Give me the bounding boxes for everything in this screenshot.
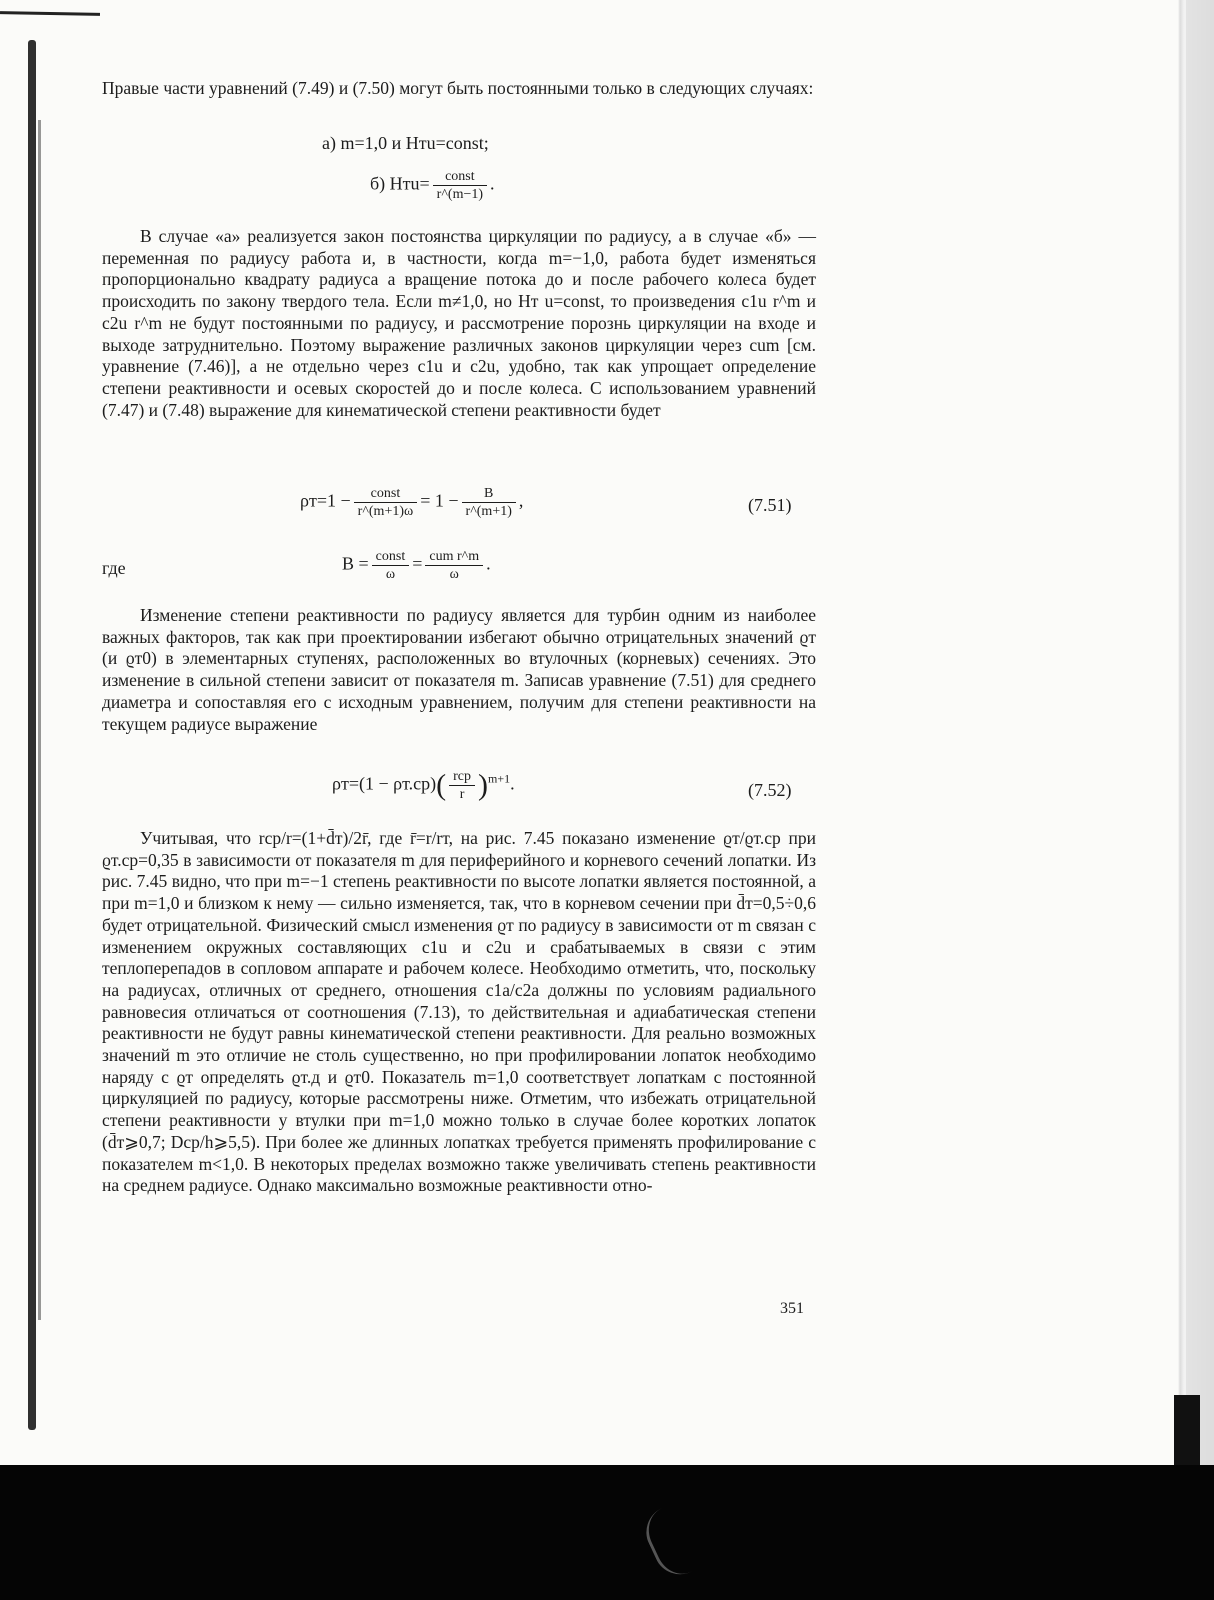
equation-7-51-middle: = 1 − <box>420 490 459 511</box>
paragraph-intro <box>102 78 816 100</box>
equation-case-a: а) m=1,0 и Hтu=const; <box>322 133 489 153</box>
equation-7-52-denominator: r <box>459 787 465 802</box>
equation-7-51-numerator-2: B <box>462 485 516 503</box>
equation-7-51-fraction-1 <box>354 485 418 520</box>
paragraph-reactivity <box>102 605 816 735</box>
paragraph-4-text: Учитывая, что rср/r=(1+d̄т)/2r̄, где r̄=r/rт, на рис. 7.45 показано изменение ϱт/ϱт.ср при ϱт.ср=0,35 в зависимости от показателя m для периферийного и корневого сечений лопатки. Из рис. 7.45 видно, что при m=−1 степень реактивности по высоте лопатки является постоянной, а при m=1,0 и близком к нему — сильно изменяется, так, что в корневом сечении при d̄т=0,5÷0,6 будет отрицательной. Физический смысл изменения ϱт по радиусу в зависимости от m связан с изменением окружных составляющих c1u и c2u и срабатываемых в связи с этим теплоперепадов в сопловом аппарате и рабочем колесе. Необходимо отметить, что, поскольку на радиусах, отличных от среднего, отношения c1a/c2a должны по условиям радиального равновесия отличаться от соотношения (7.13), то действительная и адиабатическая степени реактивности не будут равны кинематической степени реактивности. Для реально возможных значений m это отличие не столь существенно, но при профилировании лопаток необходимо наряду с ϱт определять ϱт.д и ϱт0. Показатель m=1,0 соответствует лопаткам с постоянной циркуляцией по радиусу, которые рассмотрены ниже. Отметим, что избежать отрицательной степени реактивности у втулки при m=1,0 можно только в случае более коротких лопаток (d̄т⩾0,7; Dср/h⩾5,5). При более же длинных лопатках требуется применять профилирование с показателем m<1,0. В некоторых пределах возможно также увеличивать степень реактивности на среднем радиусе. Однако максимально возможные реактивности отно- <box>102 828 816 1196</box>
equation-b-fraction-1 <box>372 548 410 583</box>
equation-b-numerator-2: cum r^m <box>425 548 483 566</box>
equation-7-52-exponent: m+1 <box>488 771 511 786</box>
paragraph-1-text: Правые части уравнений (7.49) и (7.50) могут быть постоянными только в следующих случаях: <box>102 78 814 98</box>
page-number: 351 <box>780 1300 804 1317</box>
paragraph-2-text: В случае «а» реализуется закон постоянства циркуляции по радиусу, а в случае «б» — переменная по радиусу работа и, в частности, когда m=−1,0, работа будет изменяться пропорционально квадрату радиуса а вращение потока до и после рабочего колеса будет происходить по закону твердого тела. Если m≠1,0, но Hт u=const, то произведения c1u r^m и c2u r^m не будут постоянными по радиусу, и рассмотрение порознь циркуляции на входе и выходе затруднительно. Поэтому выражение различных законов циркуляции через cum [см. уравнение (7.46)], а не отдельно через c1u и c2u, удобно, так как упрощает определение степени реактивности и осевых скоростей до и после колеса. С использованием уравнений (7.47) и (7.48) выражение для кинематической степени реактивности будет <box>102 226 816 420</box>
equation-b-numerator-1: const <box>372 548 410 566</box>
scan-artifact-right-shadow <box>1186 0 1214 1470</box>
equation-number-7-51: (7.51) <box>748 495 792 515</box>
equation-b-denominator-1: ω <box>385 567 396 582</box>
equation-7-52-open-paren: ( <box>436 768 447 802</box>
equation-b-denominator-2: ω <box>449 567 459 582</box>
equation-case-b-denominator: r^(m−1) <box>436 187 484 202</box>
equation-b-definition: B = $\frac{\text{const}}{\omega}$ = $\frac{\text{cum r\textasciicircum{}m}}{\omega}$ . <box>342 549 491 582</box>
scan-artifact-left-edge <box>28 40 36 1430</box>
paragraph-figure-discussion <box>102 828 816 1197</box>
equation-7-51-left: ρт=1 − <box>300 490 351 511</box>
equation-7-52-left: ρт=(1 − ρт.ср) <box>332 773 437 794</box>
scan-artifact-top <box>0 11 100 16</box>
equation-7-51-denominator-1: r^(m+1)ω <box>357 504 414 519</box>
equation-7-52: ρт=(1 − ρт.ср)( $\frac{\text{rср}}{r}$ )$^{m+1}$. <box>332 768 515 802</box>
equation-case-b-fraction <box>433 168 487 203</box>
where-label: где <box>102 558 126 578</box>
equation-b-left: B = <box>342 553 369 574</box>
equation-7-51-numerator-1: const <box>354 485 418 503</box>
equation-case-b-numerator: const <box>433 168 487 186</box>
equation-7-51-fraction-2 <box>462 485 516 520</box>
equation-7-51: ρт=1 − $\frac{\text{const}}{r\^{}(m+1)\omega}$ = 1 − $\frac{B}{r\^{}(m+1)}$ , <box>300 486 524 519</box>
equation-number-7-52: (7.52) <box>748 780 792 800</box>
paragraph-3-text: Изменение степени реактивности по радиусу является для турбин одним из наиболее важных факторов, так как при проектировании избегают обычно отрицательных значений ϱт (и ϱт0) в элементарных ступенях, расположенных во втулочных (корневых) сечениях. Это изменение в сильной степени зависит от показателя m. Записав уравнение (7.51) для среднего диаметра и сопоставляя его с исходным уравнением, получим для степени реактивности на текущем радиусе выражение <box>102 605 816 734</box>
equation-7-52-close-paren: ) <box>478 768 489 802</box>
equation-7-51-denominator-2: r^(m+1) <box>465 504 512 519</box>
scan-artifact-bottom-band <box>0 1465 1214 1600</box>
equation-7-52-fraction <box>449 768 475 803</box>
equation-case-b-left: б) Hтu= <box>370 173 430 194</box>
equation-b-fraction-2 <box>425 548 483 583</box>
equation-case-b: б) Hтu= $\frac{\text{const}}{r\^{}(m-1)}$ . <box>370 169 495 202</box>
scan-artifact-right-notch <box>1174 1395 1200 1465</box>
scan-artifact-left-line <box>38 120 41 1320</box>
paragraph-cases <box>102 226 816 421</box>
equation-7-52-numerator: rср <box>449 768 475 786</box>
